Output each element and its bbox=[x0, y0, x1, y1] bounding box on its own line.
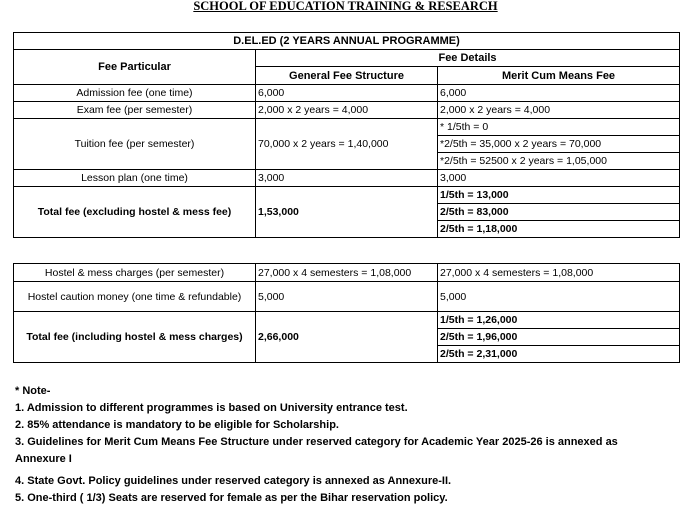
note-item: 5. One-third ( 1/3) Seats are reserved for female as per the Bihar reservation policy. bbox=[15, 492, 448, 504]
hostel-general: 27,000 x 4 semesters = 1,08,000 bbox=[256, 264, 438, 282]
caution-label: Hostel caution money (one time & refundable) bbox=[14, 282, 256, 312]
fee-details-header: Fee Details bbox=[256, 50, 680, 67]
total-incl-merit-3: 2/5th = 2,31,000 bbox=[438, 346, 680, 363]
notes-section bbox=[15, 383, 685, 507]
table-row bbox=[14, 102, 680, 119]
tuition-merit-3: *2/5th = 52500 x 2 years = 1,05,000 bbox=[438, 153, 680, 170]
caution-general: 5,000 bbox=[256, 282, 438, 312]
general-fee-header: General Fee Structure bbox=[256, 67, 438, 85]
note-item: 3. Guidelines for Merit Cum Means Fee Structure under reserved category for Academic Year 2025-26 is annexed as bbox=[15, 436, 618, 448]
exam-merit: 2,000 x 2 years = 4,000 bbox=[438, 102, 680, 119]
tuition-general: 70,000 x 2 years = 1,40,000 bbox=[256, 119, 438, 170]
note-item: 1. Admission to different programmes is based on University entrance test. bbox=[15, 402, 408, 414]
total-excl-general: 1,53,000 bbox=[256, 187, 438, 238]
table-row bbox=[14, 85, 680, 102]
admission-merit: 6,000 bbox=[438, 85, 680, 102]
total-excl-label: Total fee (excluding hostel & mess fee) bbox=[14, 187, 256, 238]
total-incl-label: Total fee (including hostel & mess charges) bbox=[14, 312, 256, 363]
total-incl-merit-1: 1/5th = 1,26,000 bbox=[438, 312, 680, 329]
tuition-merit-1: * 1/5th = 0 bbox=[438, 119, 680, 136]
note-item: 2. 85% attendance is mandatory to be eligible for Scholarship. bbox=[15, 419, 339, 431]
admission-general: 6,000 bbox=[256, 85, 438, 102]
lesson-general: 3,000 bbox=[256, 170, 438, 187]
table-row bbox=[14, 312, 680, 329]
table-row bbox=[14, 187, 680, 204]
page-title: SCHOOL OF EDUCATION TRAINING & RESEARCH bbox=[193, 0, 498, 13]
fee-table-hostel bbox=[13, 263, 680, 363]
note-item: 4. State Govt. Policy guidelines under reserved category is annexed as Annexure-II. bbox=[15, 475, 452, 487]
hostel-label: Hostel & mess charges (per semester) bbox=[14, 264, 256, 282]
exam-label: Exam fee (per semester) bbox=[14, 102, 256, 119]
table-row bbox=[14, 170, 680, 187]
total-excl-merit-2: 2/5th = 83,000 bbox=[438, 204, 680, 221]
tuition-label: Tuition fee (per semester) bbox=[14, 119, 256, 170]
total-incl-merit-2: 2/5th = 1,96,000 bbox=[438, 329, 680, 346]
table-row bbox=[14, 282, 680, 312]
total-incl-general: 2,66,000 bbox=[256, 312, 438, 363]
total-excl-merit-3: 2/5th = 1,18,000 bbox=[438, 221, 680, 238]
admission-label: Admission fee (one time) bbox=[14, 85, 256, 102]
merit-fee-header: Merit Cum Means Fee bbox=[438, 67, 680, 85]
tuition-merit-2: *2/5th = 35,000 x 2 years = 70,000 bbox=[438, 136, 680, 153]
note-item: Annexure I bbox=[15, 453, 72, 465]
exam-general: 2,000 x 2 years = 4,000 bbox=[256, 102, 438, 119]
caution-merit: 5,000 bbox=[438, 282, 680, 312]
fee-table-programme bbox=[13, 32, 680, 238]
table-row bbox=[14, 264, 680, 282]
fee-particular-header: Fee Particular bbox=[14, 50, 256, 85]
table-row bbox=[14, 119, 680, 136]
lesson-merit: 3,000 bbox=[438, 170, 680, 187]
lesson-label: Lesson plan (one time) bbox=[14, 170, 256, 187]
total-excl-merit-1: 1/5th = 13,000 bbox=[438, 187, 680, 204]
notes-heading: * Note- bbox=[15, 385, 51, 397]
hostel-merit: 27,000 x 4 semesters = 1,08,000 bbox=[438, 264, 680, 282]
programme-heading: D.EL.ED (2 YEARS ANNUAL PROGRAMME) bbox=[14, 33, 680, 50]
